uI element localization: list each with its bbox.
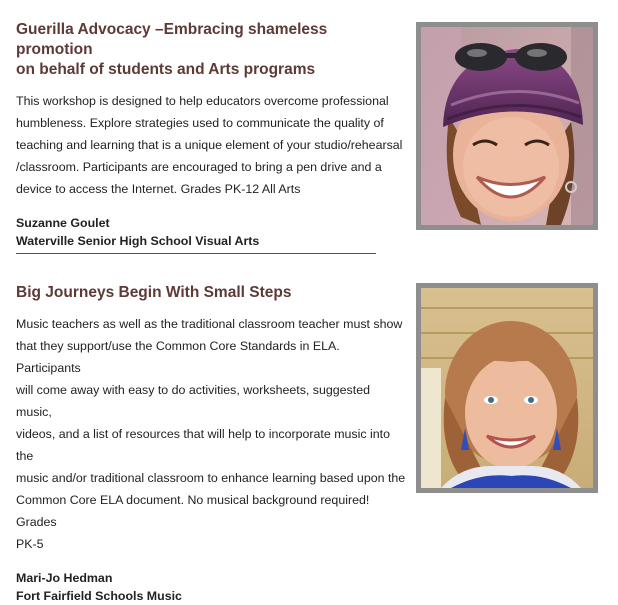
presenter-photo-frame <box>416 283 598 493</box>
description-line: music and/or traditional classroom to enhance learning based upon the <box>16 471 406 485</box>
session-description <box>16 313 406 555</box>
description-line: /classroom. Participants are encouraged to bring a pen drive and a <box>16 160 382 174</box>
presenter-name: Mari-Jo Hedman <box>16 571 113 585</box>
section-divider <box>16 253 376 254</box>
description-line: Common Core ELA document. No musical background required! Grades <box>16 493 370 529</box>
session-title-line: on behalf of students and Arts programs <box>16 61 316 78</box>
session-title-line: Guerilla Advocacy –Embracing shameless promotion <box>16 21 328 58</box>
session-guerilla-advocacy <box>16 20 406 250</box>
description-line: humbleness. Explore strategies used to communicate the quality of <box>16 116 384 130</box>
session-big-journeys <box>16 283 406 605</box>
description-line: This workshop is designed to help educators overcome professional <box>16 94 389 108</box>
description-line: Music teachers as well as the traditional classroom teacher must show <box>16 317 403 331</box>
presenter-photo-frame <box>416 22 598 230</box>
presenter-organization: Fort Fairfield Schools Music <box>16 589 182 603</box>
description-line: will come away with easy to do activities, worksheets, suggested music, <box>16 383 370 419</box>
session-description <box>16 90 406 200</box>
description-line: that they support/use the Common Core Standards in ELA. Participants <box>16 339 340 375</box>
session-title <box>16 20 406 80</box>
presenter-name: Suzanne Goulet <box>16 216 110 230</box>
presenter-photo-icon <box>421 288 593 488</box>
presenter-organization: Waterville Senior High School Visual Arts <box>16 234 260 248</box>
presenter-info <box>16 214 406 250</box>
session-title-line: Big Journeys Begin With Small Steps <box>16 284 292 301</box>
description-line: teaching and learning that is a unique element of your studio/rehearsal <box>16 138 403 152</box>
description-line: videos, and a list of resources that will help to incorporate music into the <box>16 427 390 463</box>
description-line: device to access the Internet. Grades PK-12 All Arts <box>16 182 301 196</box>
presenter-info <box>16 569 406 605</box>
presenter-photo-icon <box>421 27 593 225</box>
description-line: PK-5 <box>16 537 44 551</box>
session-title <box>16 283 406 303</box>
